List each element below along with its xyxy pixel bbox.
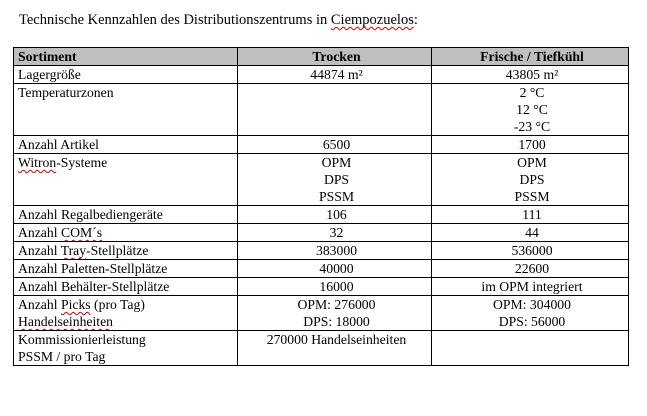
cell-trocken-line: 44874 m² [310,67,363,82]
cell-trocken [238,224,432,242]
cell-trocken-line: OPM [321,155,352,170]
cell-trocken [238,242,432,260]
cell-trocken [238,296,432,331]
cell-frische-line: 22600 [514,261,550,276]
cell-frische [432,224,629,242]
row-label-witron-systeme [14,154,238,206]
table-row [14,331,629,366]
cell-frische-line: -23 °C [513,119,551,134]
cell-frische-line: OPM [517,155,547,170]
cell-frische-line: DPS [519,172,545,187]
table-row [14,224,629,242]
cell-frische-line: 111 [522,207,542,222]
row-label-anzahl-picks-pro-tag [14,296,238,331]
row-label-line: Anzahl Tray-Stellplätze [18,243,149,258]
header-sortiment: Sortiment [14,48,238,66]
cell-trocken [238,260,432,278]
cell-frische-line: 1700 [518,137,546,152]
table-row [14,154,629,206]
cell-frische [432,136,629,154]
cell-frische [432,206,629,224]
row-label-line: Anzahl Behälter-Stellplätze [18,279,170,294]
cell-trocken-line: DPS: 18000 [303,314,370,329]
table-row [14,84,629,136]
header-trocken: Trocken [238,48,432,66]
table-row [14,296,629,331]
table-row [14,260,629,278]
table-row [14,66,629,84]
cell-trocken-line: OPM: 276000 [297,297,376,312]
row-label-line: Witron-Systeme [18,155,108,170]
cell-frische-line: 43805 m² [505,67,559,82]
row-label-line: Anzahl COM´s [18,225,103,240]
cell-frische-line: OPM: 304000 [493,297,571,312]
cell-trocken [238,278,432,296]
cell-frische-line: im OPM integriert [481,279,583,294]
cell-frische [432,66,629,84]
row-label-line: Handelseinheiten [18,314,114,329]
cell-trocken-line: 32 [329,225,344,240]
cell-frische-line: 12 °C [516,102,548,117]
cell-trocken [238,66,432,84]
row-label-anzahl-paletten-stellpl-tze [14,260,238,278]
table-body [14,66,629,366]
kennzahlen-table [13,47,629,366]
row-label-anzahl-tray-stellpl-tze [14,242,238,260]
table-row [14,136,629,154]
row-label-line: Anzahl Paletten-Stellplätze [18,261,168,276]
cell-trocken [238,84,432,136]
cell-frische-line: DPS: 56000 [498,314,566,329]
header-frische-tiefkuehl: Frische / Tiefkühl [432,48,629,66]
cell-trocken [238,331,432,366]
cell-trocken [238,136,432,154]
table-row [14,278,629,296]
cell-frische [432,242,629,260]
table-row [14,206,629,224]
cell-frische-line: PSSM [514,189,550,204]
title-suffix: : [413,12,418,28]
title-place: Ciempozuelos [330,12,414,28]
title-prefix: Technische Kennzahlen des Distributionszentrums in [19,12,331,28]
cell-trocken [238,154,432,206]
cell-trocken-line: DPS [323,172,350,187]
cell-trocken-line: 6500 [322,137,351,152]
row-label-lagergr-e [14,66,238,84]
row-label-anzahl-beh-lter-stellpl-tze [14,278,238,296]
cell-frische-line: 536000 [511,243,553,258]
row-label-line: Anzahl Artikel [18,137,99,152]
row-label-line: Anzahl Picks (pro Tag) [18,297,145,312]
cell-frische [432,154,629,206]
cell-trocken-line: 40000 [319,261,354,276]
cell-frische-line: 2 °C [519,85,545,100]
cell-frische [432,331,629,366]
cell-trocken [238,206,432,224]
cell-frische [432,278,629,296]
cell-trocken-line: 383000 [315,243,358,258]
row-label-anzahl-regalbedienger-te [14,206,238,224]
cell-frische-line: 44 [525,225,539,240]
row-label-anzahl-com-s [14,224,238,242]
table-row [14,242,629,260]
document-title [19,11,418,29]
table-header-row [14,48,629,66]
row-label-line: PSSM / pro Tag [18,349,106,364]
row-label-kommissionierleistung [14,331,238,366]
row-label-anzahl-artikel [14,136,238,154]
cell-frische [432,84,629,136]
row-label-line: Anzahl Regalbediengeräte [18,207,163,222]
row-label-line: Lagergröße [18,67,81,82]
cell-frische [432,296,629,331]
cell-trocken-line: 106 [326,207,347,222]
row-label-temperaturzonen [14,84,238,136]
cell-trocken-line: 16000 [319,279,354,294]
cell-trocken-line: 270000 Handelseinheiten [266,332,407,347]
row-label-line: Temperaturzonen [18,85,114,100]
cell-trocken-line: PSSM [318,189,354,204]
row-label-line: Kommissionierleistung [18,332,146,347]
cell-frische [432,260,629,278]
